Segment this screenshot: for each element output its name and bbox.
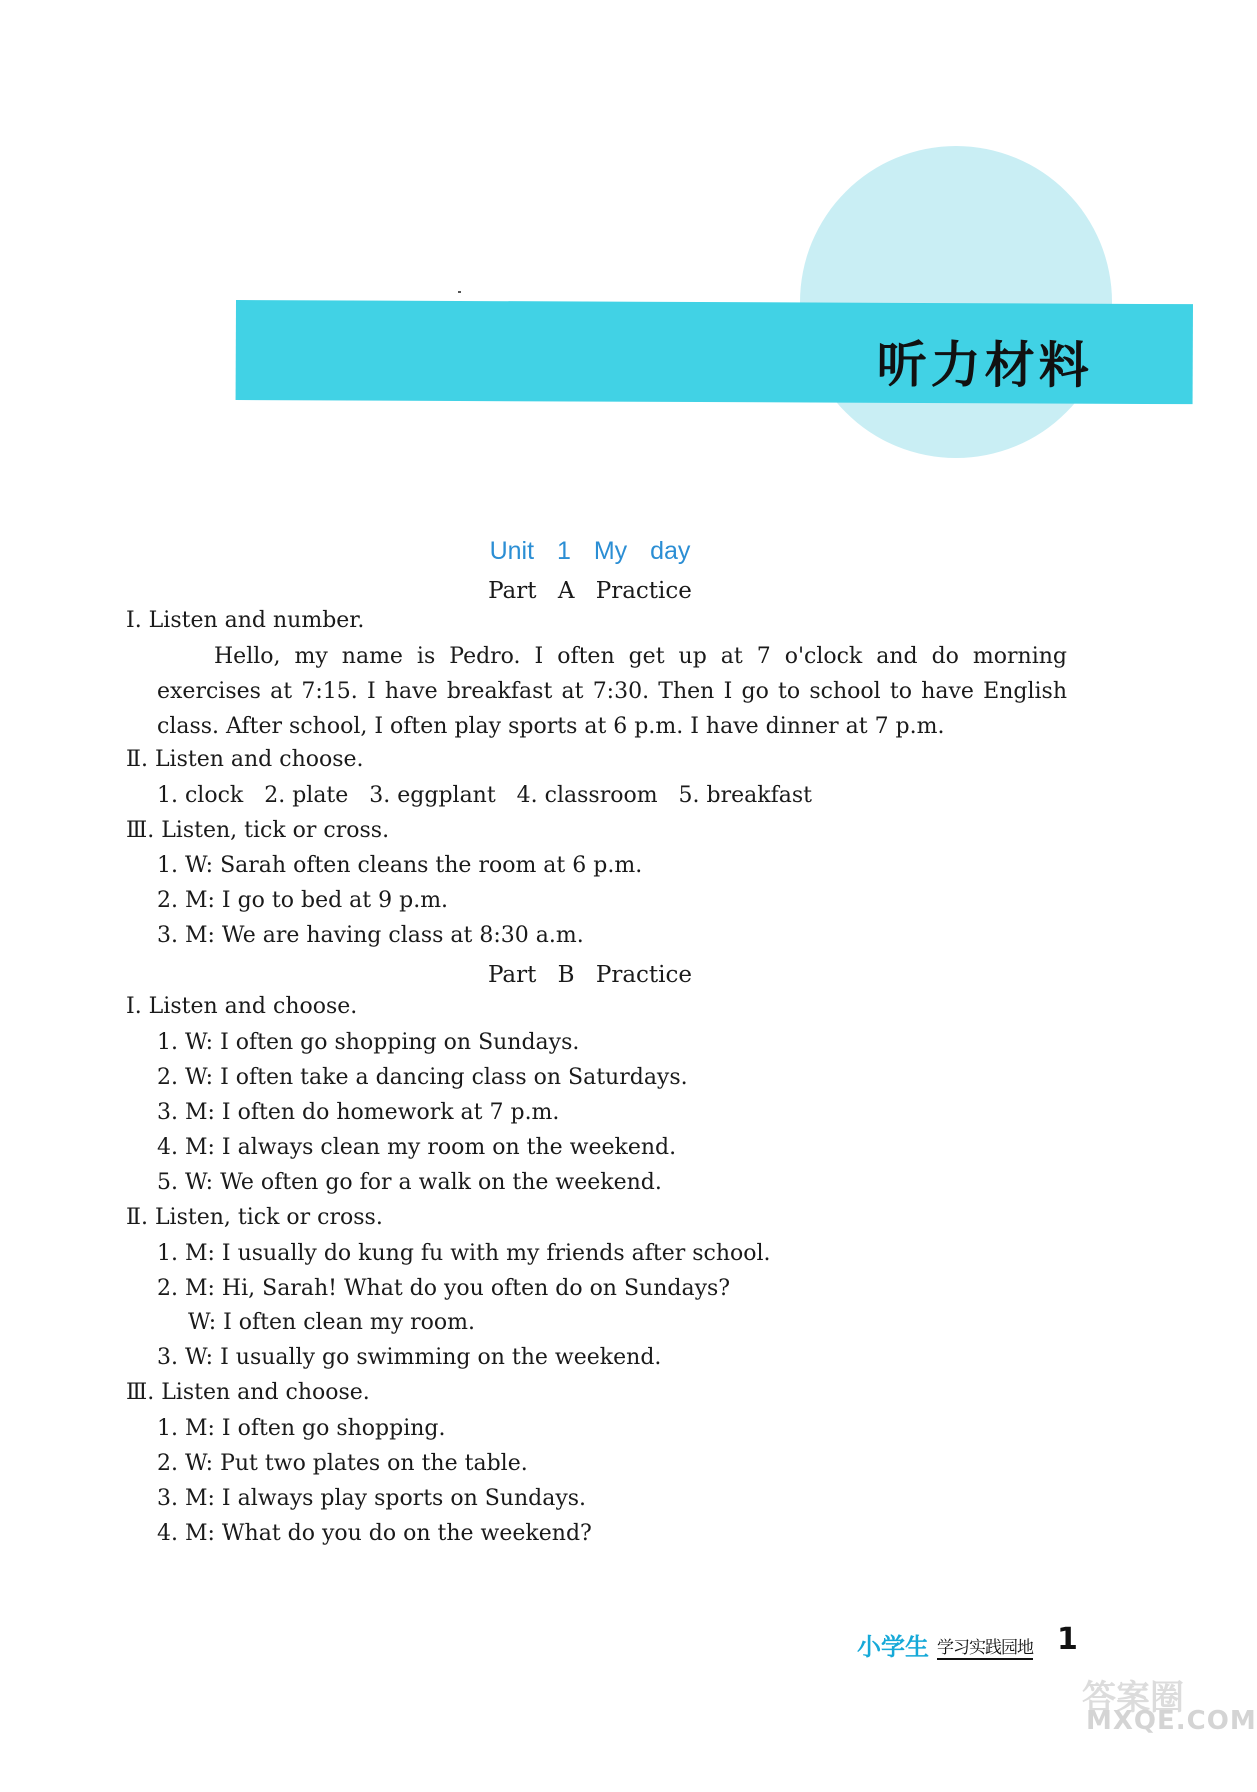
watermark-logo: 答案圈 bbox=[1082, 1678, 1184, 1718]
list-item: 2. W: Put two plates on the table. bbox=[157, 1451, 528, 1476]
list-item: 1. M: I often go shopping. bbox=[157, 1416, 446, 1441]
list-item: 2. W: I often take a dancing class on Saturdays. bbox=[157, 1065, 688, 1090]
part-a-section-2: Ⅱ. Listen and choose. bbox=[126, 747, 364, 772]
part-b-title: Part B Practice bbox=[487, 962, 693, 988]
part-a-section-1: Ⅰ. Listen and number. bbox=[126, 608, 365, 633]
page-title: 听力材料 bbox=[876, 335, 1093, 395]
list-item: 1. W: Sarah often cleans the room at 6 p.m. bbox=[157, 853, 643, 878]
part-b-section-2: Ⅱ. Listen, tick or cross. bbox=[126, 1205, 383, 1230]
list-item: 1. W: I often go shopping on Sundays. bbox=[157, 1030, 580, 1055]
part-a-choose-items: 1. clock 2. plate 3. eggplant 4. classroom 5. breakfast bbox=[157, 783, 812, 808]
list-item: 5. W: We often go for a walk on the weekend. bbox=[157, 1170, 662, 1195]
list-item: W: I often clean my room. bbox=[188, 1310, 475, 1335]
list-item: 1. M: I usually do kung fu with my friends after school. bbox=[157, 1241, 771, 1266]
part-a-section-3: Ⅲ. Listen, tick or cross. bbox=[126, 818, 390, 843]
list-item: 3. M: I always play sports on Sundays. bbox=[157, 1486, 587, 1511]
page-number: 1 bbox=[1057, 1622, 1078, 1657]
list-item: 3. M: I often do homework at 7 p.m. bbox=[157, 1100, 560, 1125]
part-b-section-3: Ⅲ. Listen and choose. bbox=[126, 1380, 370, 1405]
footer-brand: 小学生 bbox=[857, 1633, 929, 1661]
list-item: 4. M: I always clean my room on the weekend. bbox=[157, 1135, 677, 1160]
listening-passage: Hello, my name is Pedro. I often get up at 7 o'clock and do morning exercises at 7:15. I have breakfast at 7:30. Then I go to school to have English class. After school, I often play sports at 6 p.m. I have dinner at 7 p.m. bbox=[157, 644, 1067, 739]
unit-title: Unit 1 My day bbox=[489, 537, 691, 565]
part-a-title: Part A Practice bbox=[488, 578, 692, 604]
footer-subtitle: 学习实践园地 bbox=[937, 1633, 1033, 1660]
list-item: 4. M: What do you do on the weekend? bbox=[157, 1521, 592, 1546]
print-speck bbox=[458, 291, 461, 293]
header-banner bbox=[236, 300, 1193, 404]
watermark-text: MXQE.COM bbox=[1086, 1706, 1257, 1736]
list-item: 3. W: I usually go swimming on the weekend. bbox=[157, 1345, 662, 1370]
list-item: 2. M: Hi, Sarah! What do you often do on Sundays? bbox=[157, 1276, 731, 1301]
part-b-section-1: Ⅰ. Listen and choose. bbox=[126, 994, 358, 1019]
list-item: 3. M: We are having class at 8:30 a.m. bbox=[157, 923, 584, 948]
list-item: 2. M: I go to bed at 9 p.m. bbox=[157, 888, 449, 913]
